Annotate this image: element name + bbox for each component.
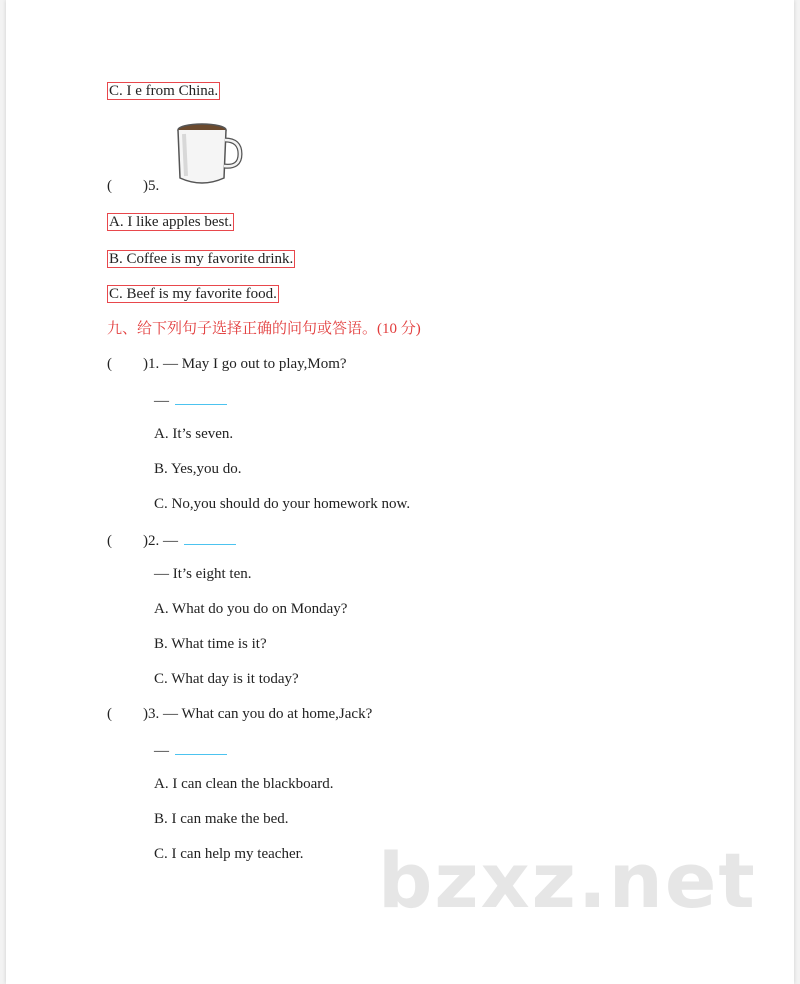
answer-blank <box>175 740 227 755</box>
q9-1-option-b: B. Yes,you do. <box>154 461 242 477</box>
q5-stem: ( )5. <box>107 178 160 194</box>
q9-2-stem: ( )2. — <box>107 530 236 550</box>
q5-option-b: B. Coffee is my favorite drink. <box>109 251 294 267</box>
q9-3-option-a: A. I can clean the blackboard. <box>154 776 334 792</box>
q9-1-option-c: C. No,you should do your homework now. <box>154 496 411 512</box>
document-page <box>6 0 794 984</box>
coffee-mug-icon <box>174 120 244 186</box>
q9-1-option-a: A. It’s seven. <box>154 426 234 442</box>
q5-option-c: C. Beef is my favorite food. <box>109 286 277 302</box>
q9-2-option-a: A. What do you do on Monday? <box>154 601 348 617</box>
section-9-title: 九、给下列句子选择正确的问句或答语。(10 分) <box>107 321 421 337</box>
answer-blank <box>184 530 236 545</box>
q9-2-reply: — It’s eight ten. <box>154 566 252 582</box>
watermark: bzxz.net <box>378 836 757 925</box>
q5-option-a: A. I like apples best. <box>109 214 233 230</box>
q9-3-option-b: B. I can make the bed. <box>154 811 289 827</box>
q9-3-option-c: C. I can help my teacher. <box>154 846 304 862</box>
q4-option-c: C. I e from China. <box>109 83 219 99</box>
q9-1-stem: ( )1. — May I go out to play,Mom? <box>107 356 347 372</box>
q9-2-option-c: C. What day is it today? <box>154 671 299 687</box>
answer-blank <box>175 390 227 405</box>
q9-2-option-b: B. What time is it? <box>154 636 267 652</box>
q9-3-stem: ( )3. — What can you do at home,Jack? <box>107 706 373 722</box>
q9-3-reply: — <box>154 740 227 760</box>
q9-1-reply: — <box>154 390 227 410</box>
